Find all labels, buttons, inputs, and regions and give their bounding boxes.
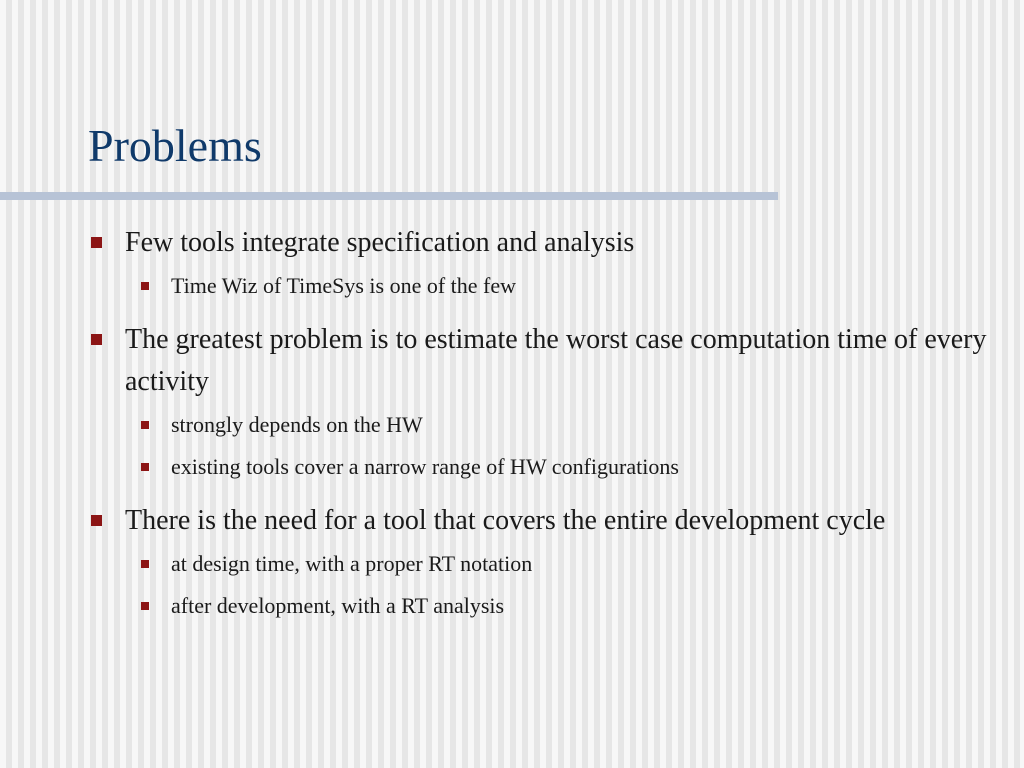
sub-bullet-item (88, 543, 988, 585)
sub-bullet-item (88, 446, 988, 488)
sub-bullet-text: strongly depends on the HW (171, 412, 423, 437)
bullet-item (88, 222, 988, 264)
sub-bullet-text: Time Wiz of TimeSys is one of the few (171, 273, 517, 298)
bullet-text: The greatest problem is to estimate the worst case computation time of every activity (125, 324, 987, 397)
sub-bullet-text: existing tools cover a narrow range of HW configurations (171, 454, 679, 479)
sub-bullet-item (88, 265, 988, 307)
title-divider (0, 192, 778, 200)
square-bullet-icon (91, 334, 102, 345)
sub-bullet-list (88, 265, 988, 307)
sub-bullet-list (88, 404, 988, 488)
square-bullet-icon (141, 282, 149, 290)
square-bullet-icon (141, 560, 149, 568)
slide-title: Problems (88, 120, 262, 171)
sub-bullet-list (88, 543, 988, 627)
bullet-text: Few tools integrate specification and analysis (125, 227, 635, 258)
square-bullet-icon (91, 237, 102, 248)
bullet-item (88, 319, 988, 403)
square-bullet-icon (141, 602, 149, 610)
bullet-list (88, 222, 988, 639)
sub-bullet-item (88, 404, 988, 446)
bullet-text: There is the need for a tool that covers the entire development cycle (125, 505, 886, 536)
square-bullet-icon (91, 515, 102, 526)
sub-bullet-text: at design time, with a proper RT notation (171, 551, 533, 576)
square-bullet-icon (141, 421, 149, 429)
square-bullet-icon (141, 463, 149, 471)
sub-bullet-text: after development, with a RT analysis (171, 593, 505, 618)
sub-bullet-item (88, 585, 988, 627)
bullet-item (88, 500, 988, 542)
